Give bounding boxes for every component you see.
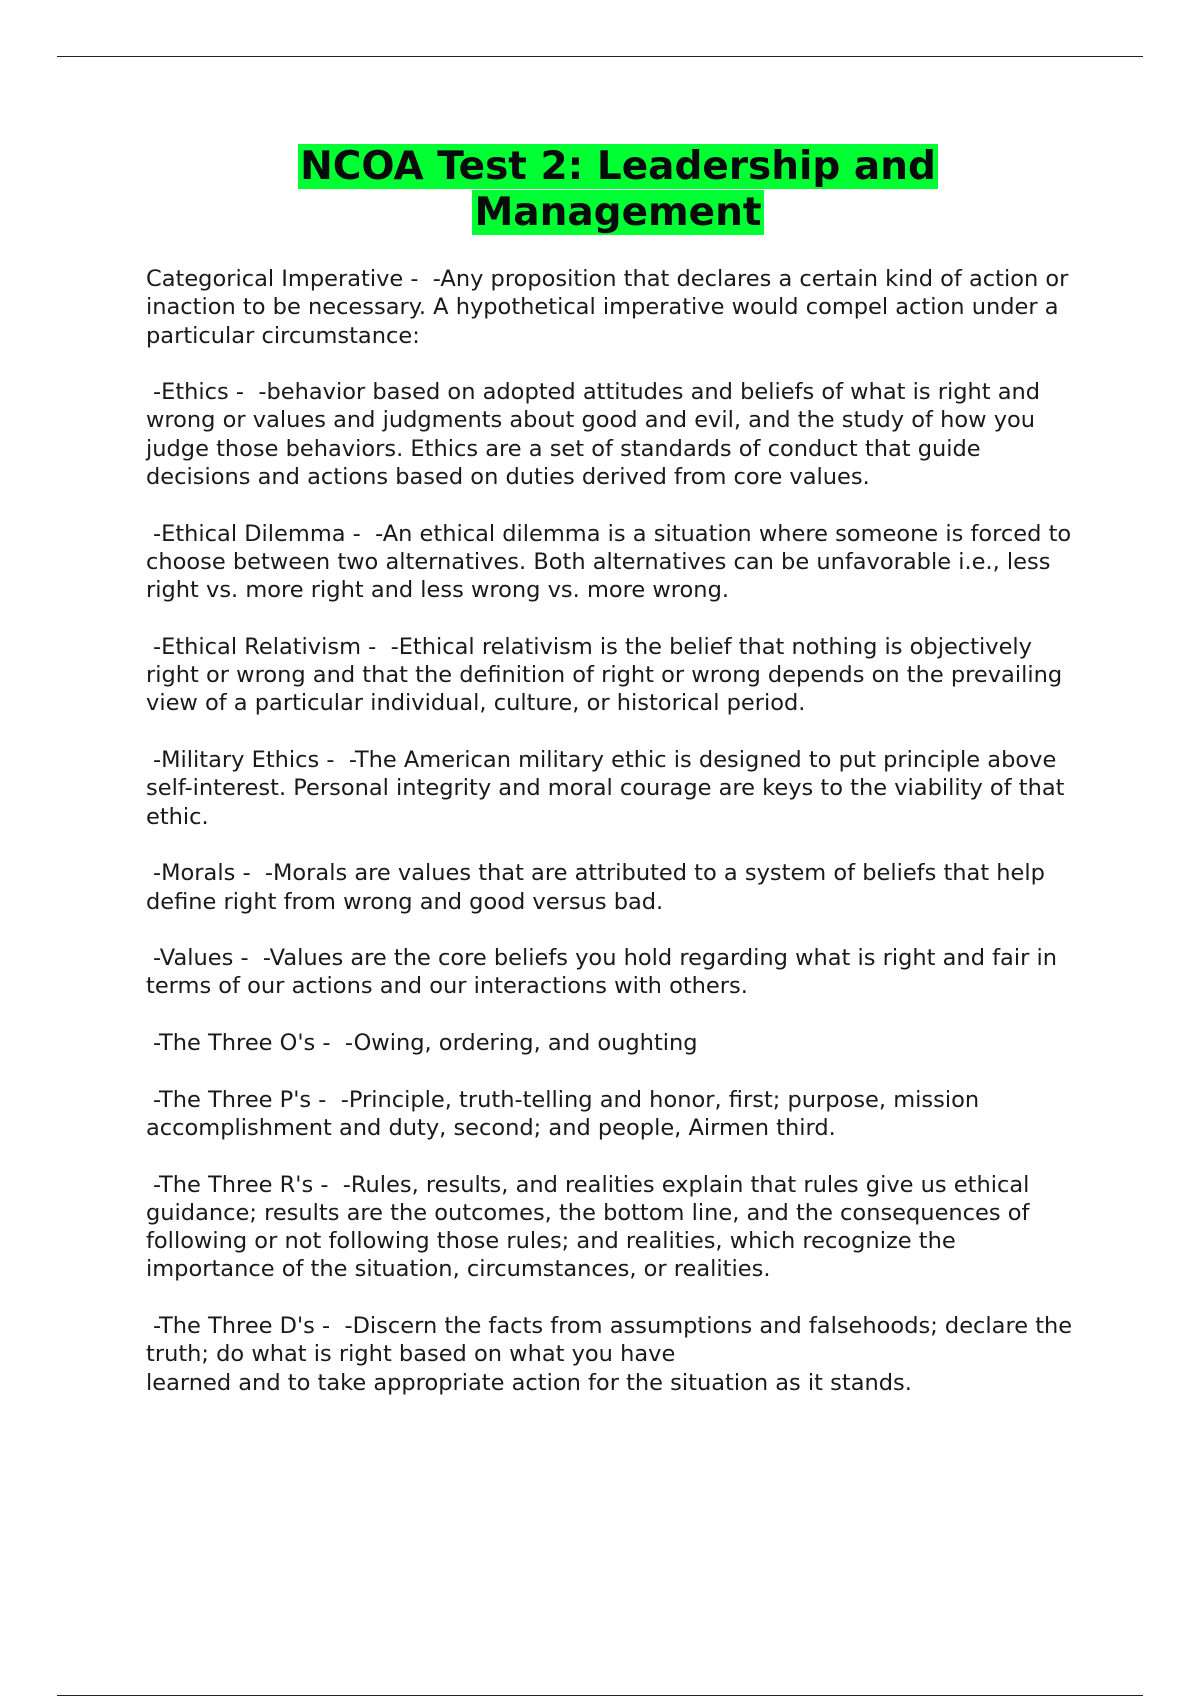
entry-ethical-dilemma: -Ethical Dilemma - -An ethical dilemma is a situation where someone is forced to choose between two alternatives. Both alternatives can be unfavorable i.e., less right vs. more right and less wrong vs. more wrong. (146, 520, 1079, 604)
entry-three-rs: -The Three R's - -Rules, results, and realities explain that rules give us ethical guidance; results are the outcomes, the bottom line, and the consequences of following or not following those rules; and realities, which recognize the importance of the situation, circumstances, or realities. (146, 1171, 1037, 1283)
entry-values: -Values - -Values are the core beliefs you hold regarding what is right and fair in terms of our actions and our interactions with others. (146, 945, 1065, 1000)
entry-ethics: -Ethics - -behavior based on adopted attitudes and beliefs of what is right and wrong or values and judgments about good and evil, and the study of how you judge those behaviors. Ethics are a set of standards of conduct that guide decisions and actions based on duties derived from core values. (146, 379, 1048, 491)
header-rule (57, 56, 1143, 57)
title-line-1: NCOA Test 2: Leadership and (300, 144, 936, 189)
entry-ethical-relativism: -Ethical Relativism - -Ethical relativism is the belief that nothing is objectively right or wrong and that the definition of right or wrong depends on the prevailing view of a particular individual, culture, or historical period. (146, 633, 1070, 717)
entry-three-os: -The Three O's - -Owing, ordering, and oughting (153, 1030, 698, 1057)
entry-three-ds: -The Three D's - -Discern the facts from assumptions and falsehoods; declare the truth; do what is right based on what you have learned and to take appropriate action for the situation as it stands. (146, 1312, 1073, 1396)
title-line-2: Management (474, 190, 762, 235)
footer-rule (57, 1695, 1143, 1696)
entry-military-ethics: -Military Ethics - -The American military ethic is designed to put principle above self-interest. Personal integrity and moral courage are keys to the viability of that ethic. (146, 747, 1072, 830)
document-title (0, 144, 1200, 236)
entry-categorical-imperative: Categorical Imperative - -Any proposition that declares a certain kind of action or inaction to be necessary. A hypothetical imperative would compel action under a particular circumstance: (146, 266, 1076, 349)
entry-three-ps: -The Three P's - -Principle, truth-telling and honor, first; purpose, mission accomplishment and duty, second; and people, Airmen third. (146, 1086, 987, 1141)
document-body (146, 265, 1086, 1425)
entry-morals: -Morals - -Morals are values that are attributed to a system of beliefs that help define right from wrong and good versus bad. (146, 860, 1053, 915)
